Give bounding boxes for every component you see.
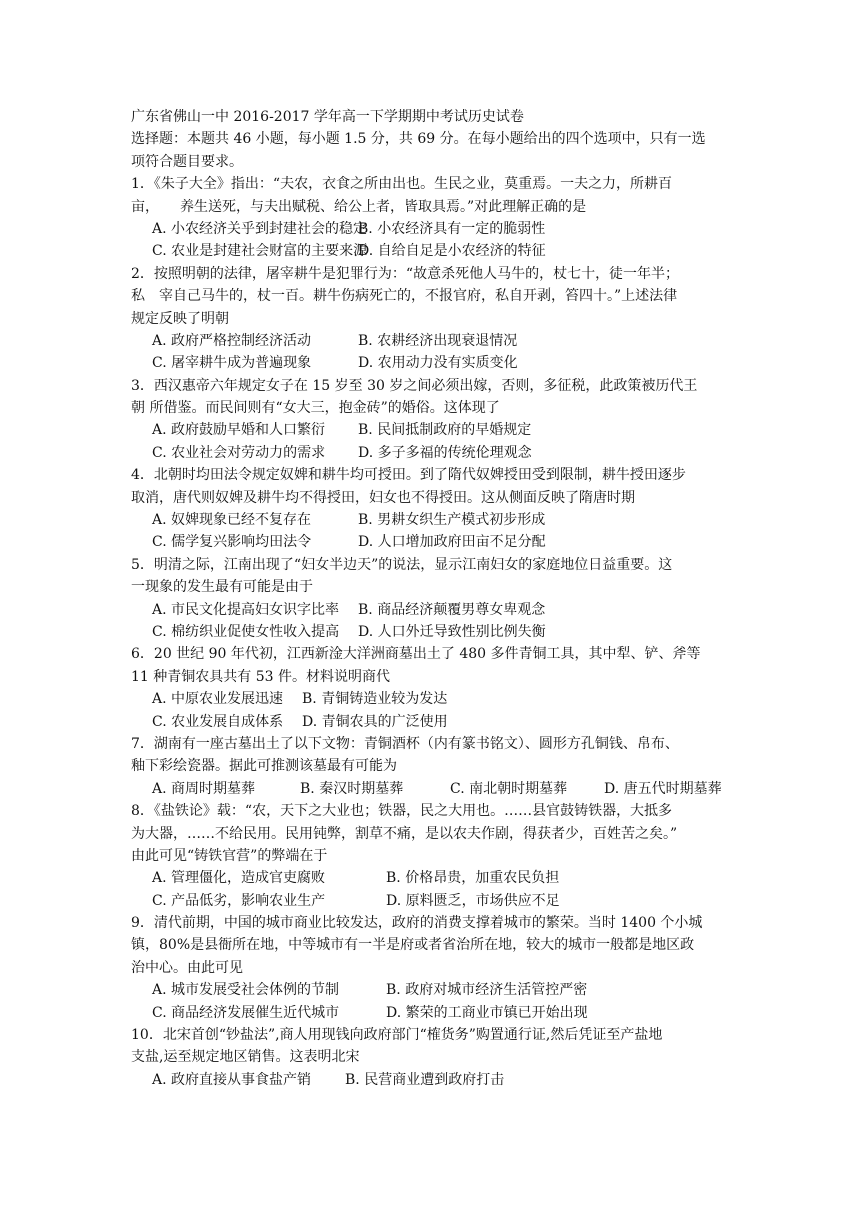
option-d[interactable]: D. 人口外迁导致性别比例失衡 bbox=[358, 623, 546, 640]
option-a[interactable]: A. 管理僵化，造成官吏腐败 bbox=[152, 870, 326, 887]
option-b[interactable]: B. 男耕女织生产模式初步形成 bbox=[358, 512, 546, 529]
question-stem-line: 8．《盐铁论》载：“农，天下之大业也；铁器，民之大用也。……县官鼓铸铁器，大抵多 bbox=[131, 803, 673, 820]
question-2 bbox=[131, 263, 741, 375]
option-c[interactable]: C. 农业是封建社会财富的主要来源 bbox=[152, 243, 368, 260]
option-a[interactable]: A. 市民文化提高妇女识字比率 bbox=[152, 601, 340, 618]
option-b[interactable]: B. 商品经济颠覆男尊女卑观念 bbox=[358, 601, 546, 618]
question-stem-line: 1．《朱子大全》指出：“夫农，衣食之所由出也。生民之业，莫重焉。一夫之力，所耕百 bbox=[131, 176, 673, 193]
option-c[interactable]: C. 屠宰耕牛成为普遍现象 bbox=[152, 355, 312, 372]
option-b[interactable]: B. 青铜铸造业较为发达 bbox=[302, 691, 448, 708]
option-d[interactable]: D. 多子多福的传统伦理观念 bbox=[358, 444, 532, 461]
option-row bbox=[131, 979, 741, 1001]
option-a[interactable]: A. 城市发展受社会体例的节制 bbox=[152, 982, 340, 999]
option-b[interactable]: B. 民间抵制政府的早婚规定 bbox=[358, 422, 532, 439]
exam-title: 广东省佛山一中 2016-2017 学年高一下学期期中考试历史试卷 bbox=[131, 109, 524, 125]
question-stem-line: 釉下彩绘瓷器。据此可推测该墓最有可能为 bbox=[131, 758, 397, 775]
option-row bbox=[131, 240, 741, 262]
option-row bbox=[131, 419, 741, 441]
question-3 bbox=[131, 375, 741, 465]
option-d[interactable]: D. 人口增加政府田亩不足分配 bbox=[358, 534, 546, 551]
option-c[interactable]: C. 儒学复兴影响均田法令 bbox=[152, 534, 312, 551]
option-d[interactable]: D. 唐五代时期墓葬 bbox=[604, 780, 722, 797]
question-stem-line: 3．西汉惠帝六年规定女子在 15 岁至 30 岁之间必须出嫁，否则，多征税，此政策被历代王 bbox=[131, 377, 698, 394]
option-row bbox=[131, 688, 741, 710]
option-a[interactable]: A. 奴婢现象已经不复存在 bbox=[152, 512, 312, 529]
option-d[interactable]: D. 青铜农具的广泛使用 bbox=[302, 713, 448, 730]
option-a[interactable]: A. 政府严格控制经济活动 bbox=[152, 332, 312, 349]
question-1 bbox=[131, 173, 741, 263]
option-row bbox=[131, 711, 741, 733]
option-row bbox=[131, 218, 741, 240]
question-stem-line: 2．按照明朝的法律，屠宰耕牛是犯罪行为：“故意杀死他人马牛的，杖七十，徒一年半； bbox=[131, 265, 680, 282]
option-d[interactable]: D. 农用动力没有实质变化 bbox=[358, 355, 518, 372]
question-stem-line: 9．清代前期，中国的城市商业比较发达，政府的消费支撑着城市的繁荣。当时 1400 个小城 bbox=[131, 915, 703, 932]
option-c[interactable]: C. 农业发展自成体系 bbox=[152, 713, 284, 730]
question-stem-line: 6．20 世纪 90 年代初，江西新淦大洋洲商墓出土了 480 多件青铜工具，其中犁、铲、斧等 bbox=[131, 646, 701, 663]
option-b[interactable]: B. 农耕经济出现衰退情况 bbox=[358, 332, 518, 349]
option-row bbox=[131, 867, 741, 889]
option-a[interactable]: A. 政府直接从事食盐产销 bbox=[152, 1071, 312, 1088]
instructions-line: 选择题：本题共 46 小题，每小题 1.5 分，共 69 分。在每小题给出的四个选项中，只有一选 bbox=[131, 131, 706, 148]
question-10 bbox=[131, 1024, 741, 1091]
option-a[interactable]: A. 政府鼓励早婚和人口繁衍 bbox=[152, 422, 326, 439]
option-c[interactable]: C. 商品经济发展催生近代城市 bbox=[152, 1004, 340, 1021]
question-stem-line: 朝 所借鉴。而民间则有“女大三，抱金砖”的婚俗。这体现了 bbox=[131, 400, 500, 417]
option-row bbox=[131, 599, 741, 621]
question-stem-line: 镇，80%是县衙所在地，中等城市有一半是府或者省治所在地，较大的城市一般都是地区政 bbox=[131, 937, 695, 954]
option-row bbox=[131, 352, 741, 374]
question-9 bbox=[131, 912, 741, 1024]
instructions-line: 项符合题目要求。 bbox=[131, 153, 243, 170]
question-5 bbox=[131, 554, 741, 644]
option-b[interactable]: B. 小农经济具有一定的脆弱性 bbox=[358, 220, 546, 237]
option-b[interactable]: B. 秦汉时期墓葬 bbox=[300, 780, 404, 797]
question-stem-line: 一现象的发生最有可能是由于 bbox=[131, 579, 313, 596]
option-a[interactable]: A. 中原农业发展迅速 bbox=[152, 691, 284, 708]
question-stem-line: 7．湖南有一座古墓出土了以下文物：青铜酒杯（内有篆书铭文）、圆形方孔铜钱、帛布、 bbox=[131, 735, 679, 752]
question-stem-line: 5．明清之际，江南出现了“妇女半边天”的说法，显示江南妇女的家庭地位日益重要。这 bbox=[131, 556, 673, 573]
question-7 bbox=[131, 733, 741, 800]
option-d[interactable]: D. 原料匮乏，市场供应不足 bbox=[386, 892, 560, 909]
option-c[interactable]: C. 农业社会对劳动力的需求 bbox=[152, 444, 326, 461]
option-c[interactable]: C. 产品低劣，影响农业生产 bbox=[152, 892, 326, 909]
option-d[interactable]: D. 繁荣的工商业市镇已开始出现 bbox=[386, 1004, 588, 1021]
question-stem-line: 取消，唐代则奴婢及耕牛均不得授田，妇女也不得授田。这从侧面反映了隋唐时期 bbox=[131, 489, 635, 506]
option-b[interactable]: B. 价格昂贵，加重农民负担 bbox=[386, 870, 560, 887]
option-row bbox=[131, 1069, 741, 1091]
exam-content bbox=[131, 106, 741, 1091]
question-stem-line: 治中心。由此可见 bbox=[131, 959, 243, 976]
option-a[interactable]: A. 小农经济关乎到封建社会的稳定 bbox=[152, 220, 368, 237]
option-b[interactable]: B. 民营商业遭到政府打击 bbox=[345, 1071, 505, 1088]
option-row bbox=[131, 442, 741, 464]
option-row bbox=[131, 531, 741, 553]
option-c[interactable]: C. 棉纺织业促使女性收入提高 bbox=[152, 623, 340, 640]
option-a[interactable]: A. 商周时期墓葬 bbox=[152, 780, 256, 797]
option-row bbox=[131, 621, 741, 643]
question-stem-line: 私 宰自己马牛的，杖一百。耕牛伤病死亡的，不报官府，私自开剥，笞四十。”上述法律 bbox=[131, 288, 678, 305]
option-row bbox=[131, 1002, 741, 1024]
question-8 bbox=[131, 800, 741, 912]
option-b[interactable]: B. 政府对城市经济生活管控严密 bbox=[386, 982, 588, 999]
question-4 bbox=[131, 464, 741, 554]
option-row bbox=[131, 330, 741, 352]
question-stem-line: 11 种青铜农具共有 53 件。材料说明商代 bbox=[131, 668, 390, 685]
question-stem-line: 由此可见“铸铁官营”的弊端在于 bbox=[131, 847, 328, 864]
option-row bbox=[131, 778, 741, 800]
question-stem-line: 亩， 养生送死，与夫出赋税、给公上者，皆取具焉。”对此理解正确的是 bbox=[131, 198, 587, 215]
question-stem-line: 为大器，……不给民用。民用钝弊，割草不痛，是以农夫作剧，得获者少，百姓苦之矣。” bbox=[131, 825, 678, 842]
option-row bbox=[131, 509, 741, 531]
question-stem-line: 10．北宋首创“钞盐法”,商人用现钱向政府部门“榷货务”购置通行证,然后凭证至产盐地 bbox=[131, 1027, 663, 1044]
question-stem-line: 规定反映了明朝 bbox=[131, 310, 229, 327]
question-stem-line: 4．北朝时均田法令规定奴婢和耕牛均可授田。到了隋代奴婢授田受到限制，耕牛授田逐步 bbox=[131, 467, 686, 484]
question-6 bbox=[131, 643, 741, 733]
question-stem-line: 支盐,运至规定地区销售。这表明北宋 bbox=[131, 1049, 360, 1066]
option-c[interactable]: C. 南北朝时期墓葬 bbox=[450, 780, 568, 797]
option-row bbox=[131, 890, 741, 912]
option-d[interactable]: D. 自给自足是小农经济的特征 bbox=[358, 243, 546, 260]
